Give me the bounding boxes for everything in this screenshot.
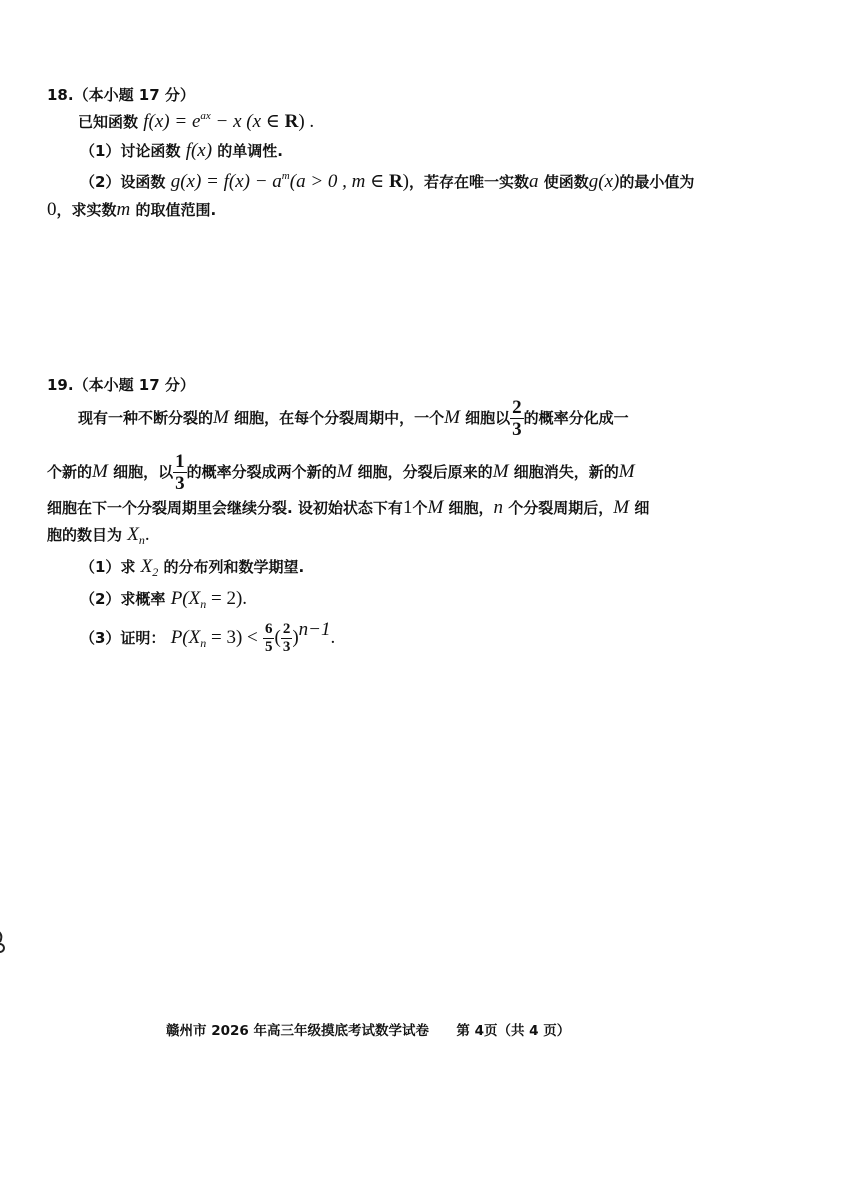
q19-l1-text-b: 细胞，在每个分裂周期中，一个 xyxy=(234,409,445,427)
q18-part2-m: m xyxy=(116,199,131,220)
q18-part2-text3: 的最小值为 xyxy=(619,173,695,191)
q19-l3-text-e: 细 xyxy=(634,499,650,517)
q18-part2-line2 xyxy=(47,199,216,221)
q18-part2-text1: ，若存在唯一实数 xyxy=(409,173,530,191)
q19-line4 xyxy=(47,524,150,546)
q19-part2 xyxy=(80,588,247,610)
q19-l2-fraction: $\frac{1}{3}$ xyxy=(175,451,185,494)
q19-l3-text-d: 个分裂周期后， xyxy=(508,499,614,517)
q18-part2-line2-end: 的取值范围. xyxy=(135,201,217,219)
q18-part2-text2: 使函数 xyxy=(543,173,589,191)
q18-header: 18.（本小题 17 分） xyxy=(47,86,195,104)
q19-l2-text-c: 的概率分裂成两个新的 xyxy=(186,463,337,481)
q19-header: 19.（本小题 17 分） xyxy=(47,376,195,394)
q18-intro-prefix: 已知函数 xyxy=(78,113,139,131)
q19-l2-text-d: 细胞，分裂后原来的 xyxy=(357,463,493,481)
q19-part3-formula: $P(X_n = 3)$ < xyxy=(170,627,258,650)
q18-part2-label: （2）设函数 xyxy=(80,173,166,191)
footer-page-number: 第 4页（共 4 页） xyxy=(456,1023,571,1039)
q19-part2-end: . xyxy=(242,588,248,609)
q18-intro-formula: $f(x) = e^{ax} - x$ (x ∈ R) . xyxy=(143,110,315,132)
q18-part1-suffix: 的单调性. xyxy=(217,142,283,160)
q19-l3-M1: M xyxy=(427,497,444,518)
q19-l3-text-b: 个 xyxy=(412,499,428,517)
q19-part1-X2: $X_2$ xyxy=(140,556,159,579)
q19-part2-label: （2）求概率 xyxy=(80,590,166,608)
q18-part1-label: （1）讨论函数 xyxy=(80,142,181,160)
q19-l1-text-c: 细胞以 xyxy=(465,409,511,427)
q19-part3-label: （3）证明： xyxy=(80,629,166,647)
q18-part2-line2-text: ，求实数 xyxy=(56,201,117,219)
footer-title: 赣州市 2026 年高三年级摸底考试数学试卷 xyxy=(166,1023,429,1039)
scan-mark-icon xyxy=(0,928,8,956)
q19-l3-one: 1 xyxy=(402,497,413,518)
q19-l1-fraction: $\frac{2}{3}$ xyxy=(512,397,522,440)
q19-l1-M2: M xyxy=(444,407,460,428)
q19-l3-text-c: 细胞， xyxy=(448,499,494,517)
q19-part3-paren-close: )$^{n-1}$ xyxy=(292,619,331,648)
q19-part1-text: 的分布列和数学期望. xyxy=(163,558,305,576)
q19-l2-M4: M xyxy=(618,461,635,482)
q19-l2-M2: M xyxy=(336,461,353,482)
q19-part1 xyxy=(80,556,304,578)
q19-line1 xyxy=(78,398,629,439)
q19-l4-end: . xyxy=(144,524,150,545)
q18-part2-zero: 0 xyxy=(47,199,57,220)
q18-part2 xyxy=(80,170,694,193)
q19-l1-text-a: 现有一种不断分裂的 xyxy=(78,409,214,427)
q18-part1 xyxy=(80,140,283,162)
q19-l2-text-a: 个新的 xyxy=(47,463,93,481)
q19-l1-text-d: 的概率分化成一 xyxy=(523,409,629,427)
q19-part2-formula: $P(X_n = 2)$ xyxy=(170,588,243,611)
q19-l1-M1: M xyxy=(213,407,229,428)
q18-part2-a: a xyxy=(529,171,539,192)
q19-l2-text-b: 细胞，以 xyxy=(113,463,174,481)
q19-l2-M1: M xyxy=(92,461,108,482)
q19-part3-paren-open: ( xyxy=(274,627,281,648)
q19-l3-n: n xyxy=(493,497,504,518)
q19-l4-Xn: $X_n$ xyxy=(127,524,145,547)
q19-part3-fraction-6-5: $\frac{6}{5}$ xyxy=(264,621,273,655)
q19-part1-label: （1）求 xyxy=(80,558,136,576)
q19-l4-text-a: 胞的数目为 xyxy=(47,526,123,544)
q19-part3-fraction-2-3: $\frac{2}{3}$ xyxy=(282,621,291,655)
q19-l2-text-e: 细胞消失，新的 xyxy=(513,463,619,481)
q19-part3-end: . xyxy=(330,627,336,648)
q19-l3-text-a: 细胞在下一个分裂周期里会继续分裂. 设初始状态下有 xyxy=(47,499,403,517)
q19-part3 xyxy=(80,619,336,655)
q18-part2-formula: $g(x) = f(x) - a^m(a > 0$ , m ∈ R) xyxy=(170,170,409,192)
q18-part1-func: f(x) xyxy=(185,140,213,161)
q19-line3 xyxy=(47,497,649,519)
q19-l2-M3: M xyxy=(492,461,509,482)
q18-intro xyxy=(78,110,314,133)
page-footer xyxy=(166,1019,570,1039)
q19-l3-M2: M xyxy=(613,497,630,518)
q19-line2 xyxy=(47,452,635,493)
q18-part2-g: g(x) xyxy=(588,171,620,192)
